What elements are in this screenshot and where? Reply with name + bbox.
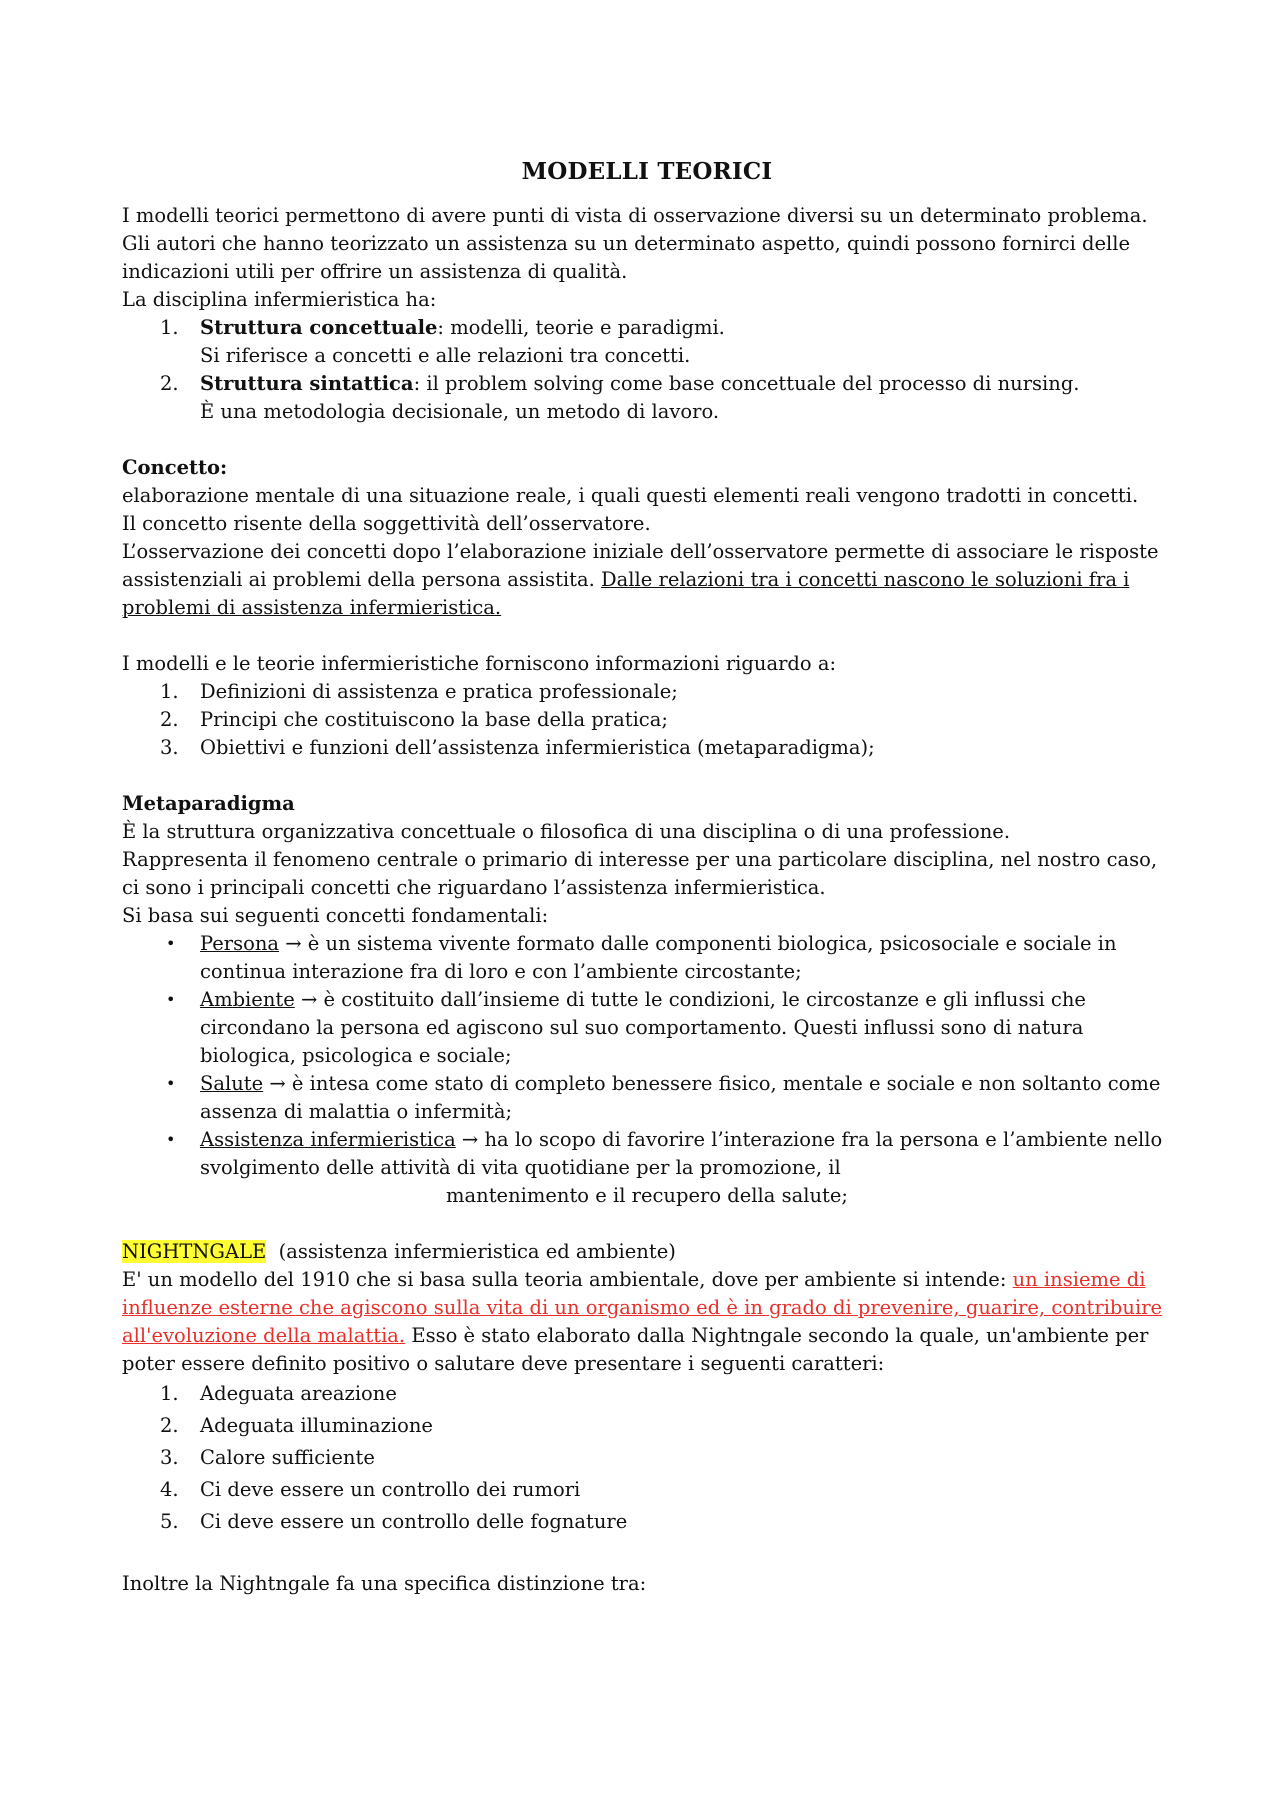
intro-paragraph-2: Gli autori che hanno teorizzato un assistenza su un determinato aspetto, quindi possono fornirci delle indicazioni utili per offrire un assistenza di qualità. <box>122 232 1131 283</box>
list-item-text: Adeguata illuminazione <box>200 1414 433 1437</box>
list-item <box>122 1410 1172 1442</box>
concept-text: → ha lo scopo di favorire l’interazione fra la persona e l’ambiente nello svolgimento delle attività di vita quotidiane per la promozione, il <box>200 1128 1163 1179</box>
concept-text: → è intesa come stato di completo benessere fisico, mentale e sociale e non soltanto come assenza di malattia o infermità; <box>200 1072 1161 1123</box>
list-item <box>122 1442 1172 1474</box>
list-item-text: Principi che costituiscono la base della pratica; <box>200 708 668 731</box>
intro-paragraph-1: I modelli teorici permettono di avere punti di vista di osservazione diversi su un determinato problema. <box>122 204 1148 227</box>
spacer <box>122 1538 1172 1570</box>
nightngale-subtitle: (assistenza infermieristica ed ambiente) <box>266 1240 676 1263</box>
nightngale-outro: Inoltre la Nightngale fa una specifica distinzione tra: <box>122 1572 647 1595</box>
list-number: 5. <box>160 1510 179 1533</box>
intro-paragraph-3: La disciplina infermieristica ha: <box>122 288 437 311</box>
concetto-underlined-text: Dalle relazioni tra i concetti nascono le soluzioni fra i problemi di assistenza infermieristica. <box>122 568 1130 619</box>
list-number: 2. <box>160 708 179 731</box>
concept-text: → è un sistema vivente formato dalle componenti biologica, psicosociale e sociale in continua interazione fra di loro e con l’ambiente circostante; <box>200 932 1117 983</box>
modelli-list <box>122 678 1172 762</box>
nightngale-heading <box>122 1238 1172 1266</box>
page-title: MODELLI TEORICI <box>521 158 773 185</box>
list-number: 3. <box>160 736 179 759</box>
list-item <box>122 1070 1172 1126</box>
list-item-text: : modelli, teorie e paradigmi. <box>437 316 725 339</box>
nightngale-red-text: un insieme di influenze esterne che agiscono sulla vita di un organismo ed è in grado di prevenire, guarire, contribuire all'evoluzione della malattia. <box>122 1268 1163 1347</box>
metaparadigma-line-1: È la struttura organizzativa concettuale o filosofica di una disciplina o di una professione. <box>122 820 1011 843</box>
structure-list <box>122 314 1172 426</box>
concetto-line-2: Il concetto risente della soggettività dell’osservatore. <box>122 512 651 535</box>
spacer <box>122 762 1172 790</box>
metaparadigma-line-2: Rappresenta il fenomeno centrale o primario di interesse per una particolare disciplina, nel nostro caso, ci sono i principali concetti che riguardano l’assistenza infermieristica. <box>122 848 1158 899</box>
list-item <box>122 1506 1172 1538</box>
list-number: 1. <box>160 1382 179 1405</box>
concept-term: Persona <box>200 932 280 955</box>
concept-term: Salute <box>200 1072 264 1095</box>
list-item <box>122 1474 1172 1506</box>
nightngale-heading-highlight: NIGHTNGALE <box>122 1240 267 1263</box>
bullet-icon: • <box>166 1130 176 1149</box>
metaparadigma-heading <box>122 790 1172 818</box>
list-item-continuation: mantenimento e il recupero della salute; <box>446 1184 848 1207</box>
list-item-text: Obiettivi e funzioni dell’assistenza infermieristica (metaparadigma); <box>200 736 875 759</box>
document-body <box>122 152 1172 1598</box>
concetto-line-3 <box>122 538 1172 622</box>
list-item-text: : il problem solving come base concettuale del processo di nursing. <box>413 372 1080 395</box>
list-number: 1. <box>160 680 179 703</box>
list-number: 2. <box>160 1414 179 1437</box>
list-item <box>122 930 1172 986</box>
list-item <box>122 678 1172 706</box>
list-item-text: Adeguata areazione <box>200 1382 397 1405</box>
bullet-icon: • <box>166 990 176 1009</box>
list-item-text: Calore sufficiente <box>200 1446 375 1469</box>
list-item-bold: Struttura sintattica <box>200 372 414 395</box>
nightngale-text-end: Esso è stato elaborato dalla Nightngale secondo la quale, un'ambiente per poter essere definito positivo o salutare deve presentare i seguenti caratteri: <box>122 1324 1149 1375</box>
list-item <box>122 706 1172 734</box>
list-number: 1. <box>160 316 179 339</box>
list-item <box>122 734 1172 762</box>
concetto-line-3-text: L’osservazione dei concetti dopo l’elaborazione iniziale dell’osservatore permette di associare le risposte assistenziali ai problemi della persona assistita. <box>122 540 1159 591</box>
list-item-text: Ci deve essere un controllo delle fognature <box>200 1510 628 1533</box>
concept-term: Ambiente <box>200 988 295 1011</box>
list-item <box>122 314 1172 370</box>
concept-text: → è costituito dall’insieme di tutte le condizioni, le circostanze e gli influssi che circondano la persona ed agiscono sul suo comportamento. Questi influssi sono di natura biologica, psicologica e sociale; <box>200 988 1086 1067</box>
list-item-bold: Struttura concettuale <box>200 316 438 339</box>
environment-list <box>122 1378 1172 1538</box>
metaparadigma-heading-text: Metaparadigma <box>122 792 295 815</box>
list-number: 3. <box>160 1446 179 1469</box>
list-item-sub: Si riferisce a concetti e alle relazioni tra concetti. <box>200 344 691 367</box>
list-number: 4. <box>160 1478 179 1501</box>
list-item <box>122 1378 1172 1410</box>
bullet-icon: • <box>166 1074 176 1093</box>
modelli-intro: I modelli e le teorie infermieristiche forniscono informazioni riguardo a: <box>122 652 837 675</box>
spacer <box>122 426 1172 454</box>
list-item-sub: È una metodologia decisionale, un metodo di lavoro. <box>200 400 720 423</box>
spacer <box>122 1210 1172 1238</box>
nightngale-text-start: E' un modello del 1910 che si basa sulla teoria ambientale, dove per ambiente si intende: <box>122 1268 1013 1291</box>
list-number: 2. <box>160 372 179 395</box>
concepts-list <box>122 930 1172 1210</box>
list-item <box>122 986 1172 1070</box>
concetto-heading <box>122 454 1172 482</box>
nightngale-paragraph <box>122 1266 1172 1378</box>
list-item-text: Ci deve essere un controllo dei rumori <box>200 1478 581 1501</box>
list-item-text: Definizioni di assistenza e pratica professionale; <box>200 680 678 703</box>
list-item <box>122 1126 1172 1182</box>
bullet-icon: • <box>166 934 176 953</box>
concetto-heading-text: Concetto: <box>122 456 228 479</box>
spacer <box>122 622 1172 650</box>
metaparadigma-line-3: Si basa sui seguenti concetti fondamentali: <box>122 904 549 927</box>
concetto-line-1: elaborazione mentale di una situazione reale, i quali questi elementi reali vengono tradotti in concetti. <box>122 484 1139 507</box>
concept-term: Assistenza infermieristica <box>200 1128 456 1151</box>
list-item <box>122 370 1172 426</box>
